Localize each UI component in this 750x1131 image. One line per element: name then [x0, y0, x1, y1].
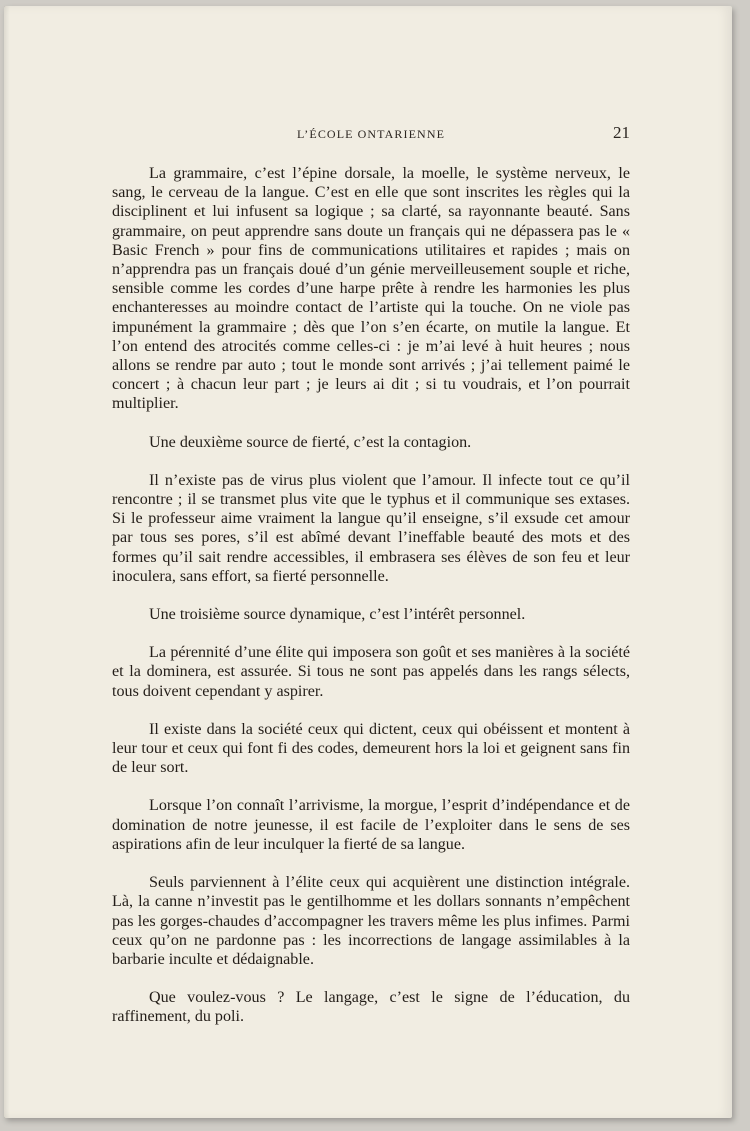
paragraph-grammar: La grammaire, c’est l’épine dorsale, la moelle, le système nerveux, le sang, le cerveau de la langue. C’est en elle que sont inscrites les règles qui la disciplinent et lui infusent sa logique ; sa clarté, sa rayonnante beauté. Sans grammaire, on peut apprendre sans doute un français qui ne dépassera pas le « Basic French » pour fins de communications utilitaires et rapides ; mais on n’apprendra pas un français doué d’un génie merveilleusement souple et riche, sensible comme les cordes d’une harpe prête à rendre les harmonies les plus enchanteresses au moindre contact de l’artiste qui la touche. On ne viole pas impunément la grammaire ; dès que l’on s’en écarte, on mutile la langue. Et l’on entend des atrocités comme celles-ci : je m’ai levé à huit heures ; nous allons se rendre par auto ; tout le monde sont arrivés ; j’ai tellement paimé le concert ; à chacun leur part ; je leurs ai dit ; si tu voudrais, et l’on pourrait multiplier.	[112, 165, 630, 413]
paragraph-distinction: Seuls parviennent à l’élite ceux qui acquièrent une distinction intégrale. Là, la canne n’investit pas le gentilhomme et les dollars sonnants n’empêchent pas les gorges-chaudes d’accompagner les travers même les plus infimes. Parmi ceux qu’on ne pardonne pas : les incorrections de langage assimilables à la barbarie inculte et dédaignable.	[112, 874, 630, 968]
paragraph-interest-intro: Une troisième source dynamique, c’est l’intérêt personnel.	[149, 606, 526, 624]
page-header	[112, 119, 630, 149]
running-head: L’ÉCOLE ONTARIENNE	[296, 127, 446, 141]
paragraph-arrivisme: Lorsque l’on connaît l’arrivisme, la morgue, l’esprit d’indépendance et de domination de notre jeunesse, il est facile de l’exploiter dans le sens de ses aspirations afin de leur inculquer la fierté de sa langue.	[112, 797, 630, 853]
paragraph-conclusion: Que voulez-vous ? Le langage, c’est le signe de l’éducation, du raffinement, du poli.	[112, 989, 630, 1026]
paragraph-contagion-intro: Une deuxième source de fierté, c’est la contagion.	[149, 433, 472, 451]
page-number: 21	[613, 123, 630, 142]
page-fold-shadow	[4, 6, 10, 1118]
paragraph-society: Il existe dans la société ceux qui dictent, ceux qui obéissent et montent à leur tour et ceux qui font fi des codes, demeurent hors la loi et geignent sans fin de leur sort.	[112, 720, 630, 777]
book-page	[4, 6, 732, 1118]
paragraph-elite: La pérennité d’une élite qui imposera son goût et ses manières à la société et la dominera, est assurée. Si tous ne sont pas appelés dans les rangs sélects, tous doivent cependant y aspirer.	[112, 644, 630, 700]
body-text	[112, 164, 630, 1046]
paragraph-love-virus: Il n’existe pas de virus plus violent que l’amour. Il infecte tout ce qu’il rencontre ; il se transmet plus vite que le typhus et il communique ses extases. Si le professeur aime vraiment la langue qu’il enseigne, s’il exsude cet amour par tous ses pores, s’il est abîmé devant l’ineffable beauté des mots et des formes qu’il sait rendre accessibles, il embrasera ses élèves de son feu et leur inoculera, sans effort, sa fierté personnelle.	[112, 471, 630, 585]
